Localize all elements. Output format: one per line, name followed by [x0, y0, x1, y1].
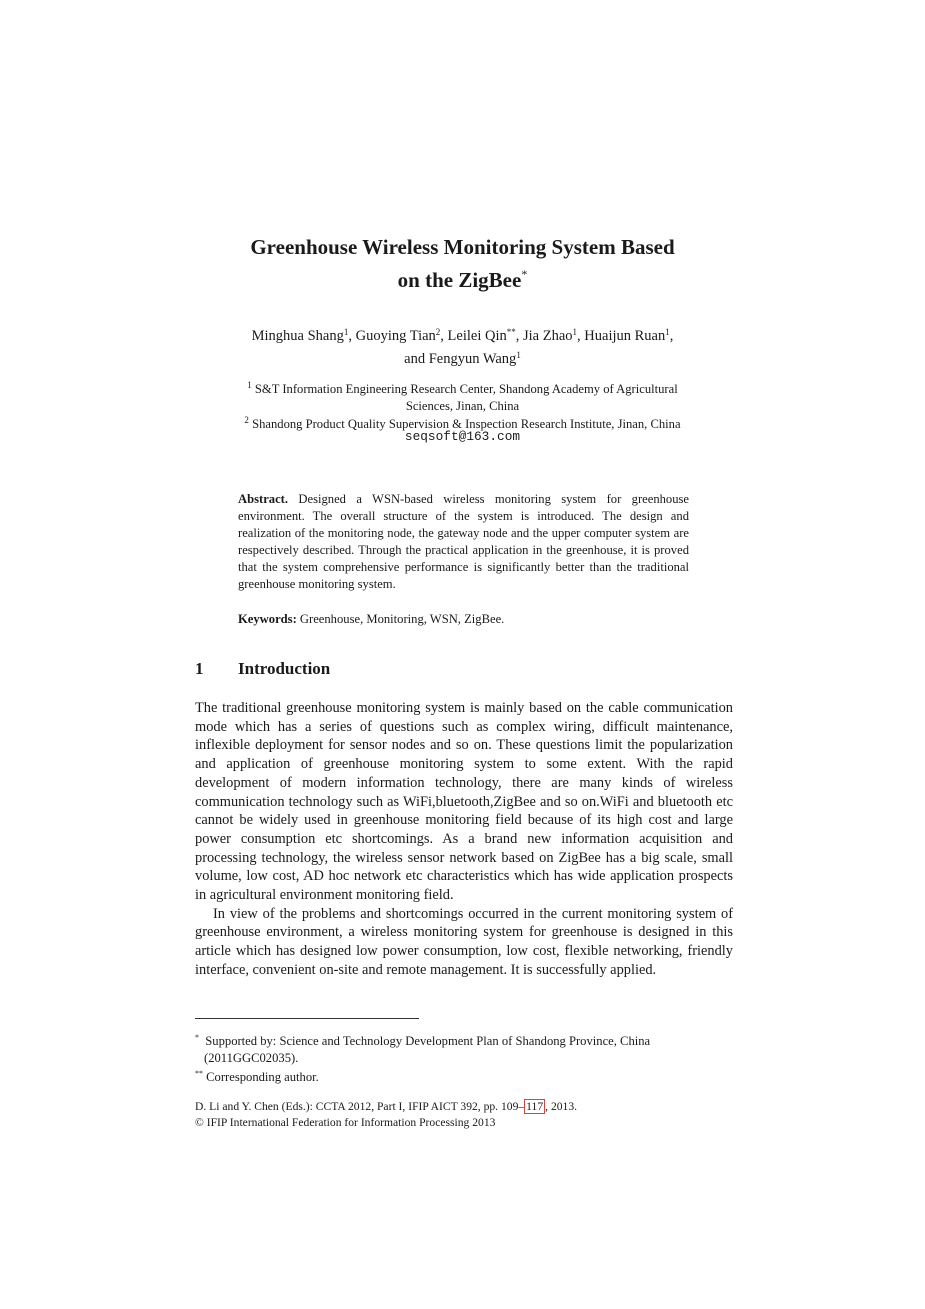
- author-affiliation-mark: 1: [665, 327, 670, 337]
- author-affiliation-mark: 1: [343, 327, 349, 337]
- author-separator: ,: [669, 328, 674, 344]
- citation-line: [195, 1099, 577, 1115]
- abstract-text: Designed a WSN-based wireless monitoring system for greenhouse environment. The overall structure of the system is introduced. The design and realization of the monitoring node, the gateway node and the upper computer system are respectively described. Through the practical application in the greenhouse, it is proved that the system comprehensive performance is significantly better than the traditional greenhouse monitoring system.: [238, 492, 689, 591]
- affiliation-1: [0, 377, 925, 415]
- author-list: [0, 323, 925, 369]
- author-affiliation-mark: 1: [516, 350, 521, 360]
- author-name: Huaijun Ruan: [584, 328, 666, 344]
- footnote-2: [195, 1065, 733, 1086]
- title-line-2-text: on the ZigBee: [397, 268, 522, 292]
- paper-title: [0, 234, 925, 294]
- author-separator: ,: [440, 328, 448, 344]
- affiliation-1-line-1: [0, 377, 925, 398]
- body-text: [195, 699, 733, 980]
- contact-email[interactable]: seqsoft@163.com: [404, 429, 521, 444]
- author-name: Guoying Tian: [355, 328, 436, 344]
- footnote-text: Corresponding author.: [206, 1070, 319, 1084]
- keywords-text: Greenhouse, Monitoring, WSN, ZigBee.: [299, 612, 505, 626]
- keywords: [238, 611, 689, 628]
- author-separator: ,: [515, 328, 523, 344]
- author-name: Fengyun Wang: [428, 351, 517, 367]
- section-number: 1: [195, 659, 204, 678]
- abstract: [238, 491, 689, 593]
- footnote-1: [195, 1029, 733, 1067]
- author-name: Jia Zhao: [523, 328, 573, 344]
- affiliation-text: S&T Information Engineering Research Center, Shandong Academy of Agricultural: [254, 382, 678, 396]
- footnote-mark: **: [195, 1069, 203, 1078]
- title-line-2: [0, 261, 925, 294]
- copyright-line: © IFIP International Federation for Information Processing 2013: [195, 1116, 496, 1129]
- author-affiliation-mark: 2: [435, 327, 441, 337]
- author-line-2: [0, 346, 925, 369]
- section-heading: [195, 659, 330, 679]
- title-line-1: Greenhouse Wireless Monitoring System Based: [250, 235, 675, 259]
- affiliation-1-line-2: Sciences, Jinan, China: [405, 399, 520, 413]
- author-separator: ,: [348, 328, 356, 344]
- author-name: Minghua Shang: [251, 328, 344, 344]
- author-and: and: [404, 351, 429, 367]
- author-affiliation-mark: **: [506, 327, 516, 337]
- author-name: Leilei Qin: [447, 328, 507, 344]
- footnote-text: Supported by: Science and Technology Development Plan of Shandong Province, China: [205, 1034, 651, 1048]
- footnote-rule: [195, 1018, 419, 1019]
- keywords-label: Keywords:: [238, 612, 297, 626]
- abstract-label: Abstract.: [238, 492, 289, 506]
- section-title: Introduction: [238, 659, 331, 678]
- affiliation-text: Shandong Product Quality Supervision & Inspection Research Institute, Jinan, China: [252, 417, 681, 431]
- footnote-1-line-1: [195, 1029, 733, 1050]
- author-affiliation-mark: 1: [572, 327, 578, 337]
- page-link[interactable]: 117: [526, 1100, 544, 1113]
- paragraph: In view of the problems and shortcomings occurred in the current monitoring system of greenhouse environment, a wireless monitoring system for greenhouse is designed in this article which has designed low power consumption, low cost, flexible networking, friendly interface, convenient on-site and remote management. It is successfully applied.: [195, 905, 733, 978]
- author-separator: ,: [577, 328, 585, 344]
- footnote-1-line-2: (2011GGC02035).: [204, 1051, 299, 1065]
- footnote-mark: *: [195, 1033, 199, 1042]
- affiliation-mark: 2: [244, 415, 249, 425]
- paragraph: The traditional greenhouse monitoring system is mainly based on the cable communication mode which has a series of questions such as complex wiring, difficult maintenance, inflexible deployment for sensor nodes and so on. These questions limit the popularization and application of greenhouse monitoring system to some extent. With the rapid development of modern information technology, there are many kinds of wireless communication technology such as WiFi,bluetooth,ZigBee and so on.WiFi and bluetooth etc cannot be widely used in greenhouse monitoring field because of its high cost and large power consumption etc shortcomings. As a brand new information acquisition and processing technology, the wireless sensor network based on ZigBee has a big scale, small volume, low cost, AD hoc network etc characteristics which has wide application prospects in agricultural environment monitoring field.: [195, 700, 733, 904]
- author-line-1: [0, 323, 925, 346]
- title-footnote-mark: *: [521, 267, 528, 281]
- citation-suffix: , 2013.: [545, 1100, 578, 1113]
- citation-text: D. Li and Y. Chen (Eds.): CCTA 2012, Part I, IFIP AICT 392, pp. 109–: [195, 1100, 525, 1113]
- affiliation-mark: 1: [247, 380, 252, 390]
